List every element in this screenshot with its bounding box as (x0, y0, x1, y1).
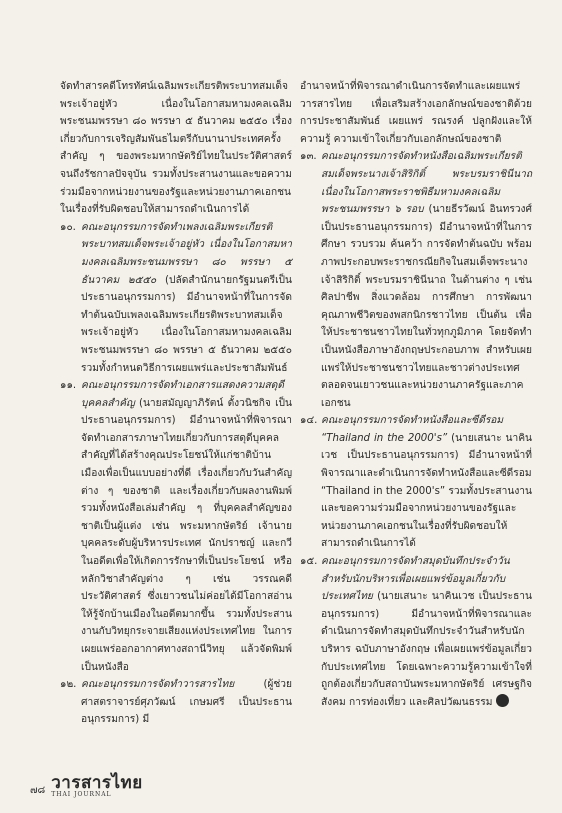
item-body: (ปลัดสำนักนายกรัฐมนตรีเป็นประธานอนุกรรมการ) มีอำนาจหน้าที่ในการจัดทำต้นฉบับเพลงเฉลิมพระเกียรติพระบาทสมเด็จพระเจ้าอยู่หัว เนื่องในโอกาสมหามงคลเฉลิมพระชนมพรรษา ๘๐ พรรษา ๕ ธันวาคม ๒๕๕๐ รวมทั้งกำหนดวิธีการเผยแพร่และประชาสัมพันธ์ (81, 274, 292, 374)
journal-logo (51, 775, 143, 798)
item-body: (นายสมัญญาภิรัตน์ ตั้งวนิชกิจ เป็นประธานอนุกรรมการ) มีอำนาจหน้าที่พิจารณาจัดทำเอกสารภาษาไทยเกี่ยวกับการสดุดีบุคคลสำคัญที่ได้สร้างคุณประโยชน์ให้แก่ชาติบ้านเมืองเพื่อเป็นแบบอย่างที่ดี เรื่องเกี่ยวกับวันสำคัญต่าง ๆ ของชาติ และเรื่องเกี่ยวกับผลงานพิมพ์ รวมทั้งหนังสือเล่มสำคัญ ๆ ที่บุคคลสำคัญของชาติเป็นผู้แต่ง เช่น พระมหากษัตริย์ เจ้านาย บุคคลระดับผู้บริหารประเทศ นักปราชญ์ และกวีในอดีตเพื่อให้เกิดการรักษาที่เป็นประโยชน์ หรือหลักวิชาสำคัญต่าง ๆ เช่น วรรณคดี ประวัติศาสตร์ ซึ่งเยาวชนไม่ค่อยได้มีโอกาสอ่านให้รู้จักบ้านเมืองในอดีตมากขึ้น รวมทั้งประสานงานกับวิทยุกระจายเสียงแห่งประเทศไทย ในการเผยแพร่ออกอากาศทางสถานีวิทยุ แล้วจัดพิมพ์เป็นหนังสือ (81, 397, 292, 673)
item-number: ๑๔. (300, 415, 318, 427)
list-item (300, 148, 532, 412)
list-item (300, 412, 532, 553)
right-column (300, 78, 532, 711)
list-item (300, 553, 532, 711)
item-title: คณะอนุกรรมการจัดทำหนังสือเฉลิมพระเกียรติสมเด็จพระนางเจ้าสิริกิติ์ พระบรมราชินีนาถ เนื่องในโอกาสพระราชพิธีมหามงคลเฉลิมพระชนมพรรษา ๖ รอบ (321, 151, 532, 216)
item-number: ๑๒. (60, 679, 77, 691)
item-number: ๑๐. (60, 221, 76, 233)
page-footer (30, 775, 143, 798)
intro-paragraph: จัดทำสารคดีโทรทัศน์เฉลิมพระเกียรติพระบาทสมเด็จพระเจ้าอยู่หัว เนื่องในโอกาสมหามงคลเฉลิมพระชนมพรรษา ๘๐ พรรษา ๕ ธันวาคม ๒๕๕๐ เรื่องเกี่ยวกับการเจริญสัมพันธไมตรีกับนานาประเทศครั้งสำคัญ ๆ ของพระมหากษัตริย์ไทยในประวัติศาสตร์จนถึงรัชกาลปัจจุบัน รวมทั้งประสานงานและขอความร่วมมือจากหน่วยงานของรัฐและหน่วยงานภาคเอกชน ในเรื่องที่รับผิดชอบให้สามารถดำเนินการได้ (60, 81, 292, 216)
item-title: คณะอนุกรรมการจัดทำสมุดบันทึกประจำวันสำหรับนักบริหารเพื่อเผยแพร่ข้อมูลเกี่ยวกับประเทศไทย (321, 556, 510, 603)
continued-paragraph: อำนาจหน้าที่พิจารณาดำเนินการจัดทำและเผยแพร่วารสารไทย เพื่อเสริมสร้างเอกลักษณ์ของชาติด้วยการประชาสัมพันธ์ เผยแพร่ รณรงค์ ปลูกฝังและให้ความรู้ ความเข้าใจเกี่ยวกับเอกลักษณ์ของชาติ (300, 81, 532, 145)
item-title: คณะอนุกรรมการจัดทำวารสารไทย (81, 679, 235, 691)
left-column (60, 78, 292, 729)
item-title: คณะอนุกรรมการจัดทำเพลงเฉลิมพระเกียรติพระบาทสมเด็จพระเจ้าอยู่หัว เนื่องในโอกาสมหามงคลเฉลิมพระชนมพรรษา ๘๐ พรรษา ๕ ธันวาคม ๒๕๕๐ (81, 221, 292, 286)
item-body: (ผู้ช่วยศาสตราจารย์ศุภวัฒน์ เกษมศรี เป็นประธานอนุกรรมการ) มี (81, 679, 292, 726)
journal-title-english: THAI JOURNAL (51, 791, 112, 798)
list-item (60, 219, 292, 377)
item-body: (นายธีรวัฒน์ อินทรวงศ์ เป็นประธานอนุกรรมการ) มีอำนาจหน้าที่ในการศึกษา รวบรวม ค้นคว้า การจัดทำต้นฉบับ พร้อมภาพประกอบพระราชกรณียกิจในสมเด็จพระนางเจ้าสิริกิติ์ พระบรมราชินีนาถ ในด้านต่าง ๆ เช่น ศิลปาชีพ สิ่งแวดล้อม การศึกษา การพัฒนาคุณภาพชีวิตของพสกนิกรชาวไทย เป็นต้น เพื่อให้ประชาชนชาวไทยในทั่วทุกภูมิภาค โดยจัดทำเป็นหนังสือภาษาอังกฤษประกอบภาพ สำหรับเผยแพร่ให้ประชาชนชาวไทยและชาวต่างประเทศ ตลอดจนเยาวชนและหน่วยงานภาครัฐและภาคเอกชน (321, 204, 532, 409)
item-title: คณะอนุกรรมการจัดทำหนังสือและซีดีรอม “Thailand in the 2000's” (321, 415, 504, 444)
item-body: (นายเสนาะ นาคินเวช เป็นประธานอนุกรรมการ) มีอำนาจหน้าที่พิจารณาและดำเนินการจัดทำสมุดบันทึกประจำวันสำหรับนักบริหาร ฉบับภาษาอังกฤษ เพื่อเผยแพร่ข้อมูลเกี่ยวกับประเทศไทย โดยเฉพาะความรู้ความเข้าใจที่ถูกต้องเกี่ยวกับสถาบันพระมหากษัตริย์ เศรษฐกิจ สังคม การท่องเที่ยว และศิลปวัฒนธรรม (321, 591, 532, 708)
item-number: ๑๕. (300, 556, 318, 568)
journal-title-thai: วารสารไทย (51, 773, 143, 793)
item-body: (นายเสนาะ นาคินเวช เป็นประธานอนุกรรมการ) มีอำนาจหน้าที่พิจารณาและดำเนินการจัดทำหนังสือและซีดีรอม “Thailand in the 2000's” รวมทั้งประสานงานและขอความร่วมมือจากหน่วยงานของรัฐและหน่วยงานภาคเอกชนในเรื่องที่รับผิดชอบให้สามารถดำเนินการได้ (321, 432, 532, 550)
end-mark-icon (496, 694, 509, 707)
list-item (60, 676, 292, 729)
list-item (60, 377, 292, 676)
item-title: คณะอนุกรรมการจัดทำเอกสารแสดงความสดุดีบุคคลสำคัญ (81, 380, 285, 409)
item-number: ๑๓. (300, 151, 317, 163)
page-number: ๗๘ (30, 785, 46, 796)
item-number: ๑๑. (60, 380, 77, 392)
